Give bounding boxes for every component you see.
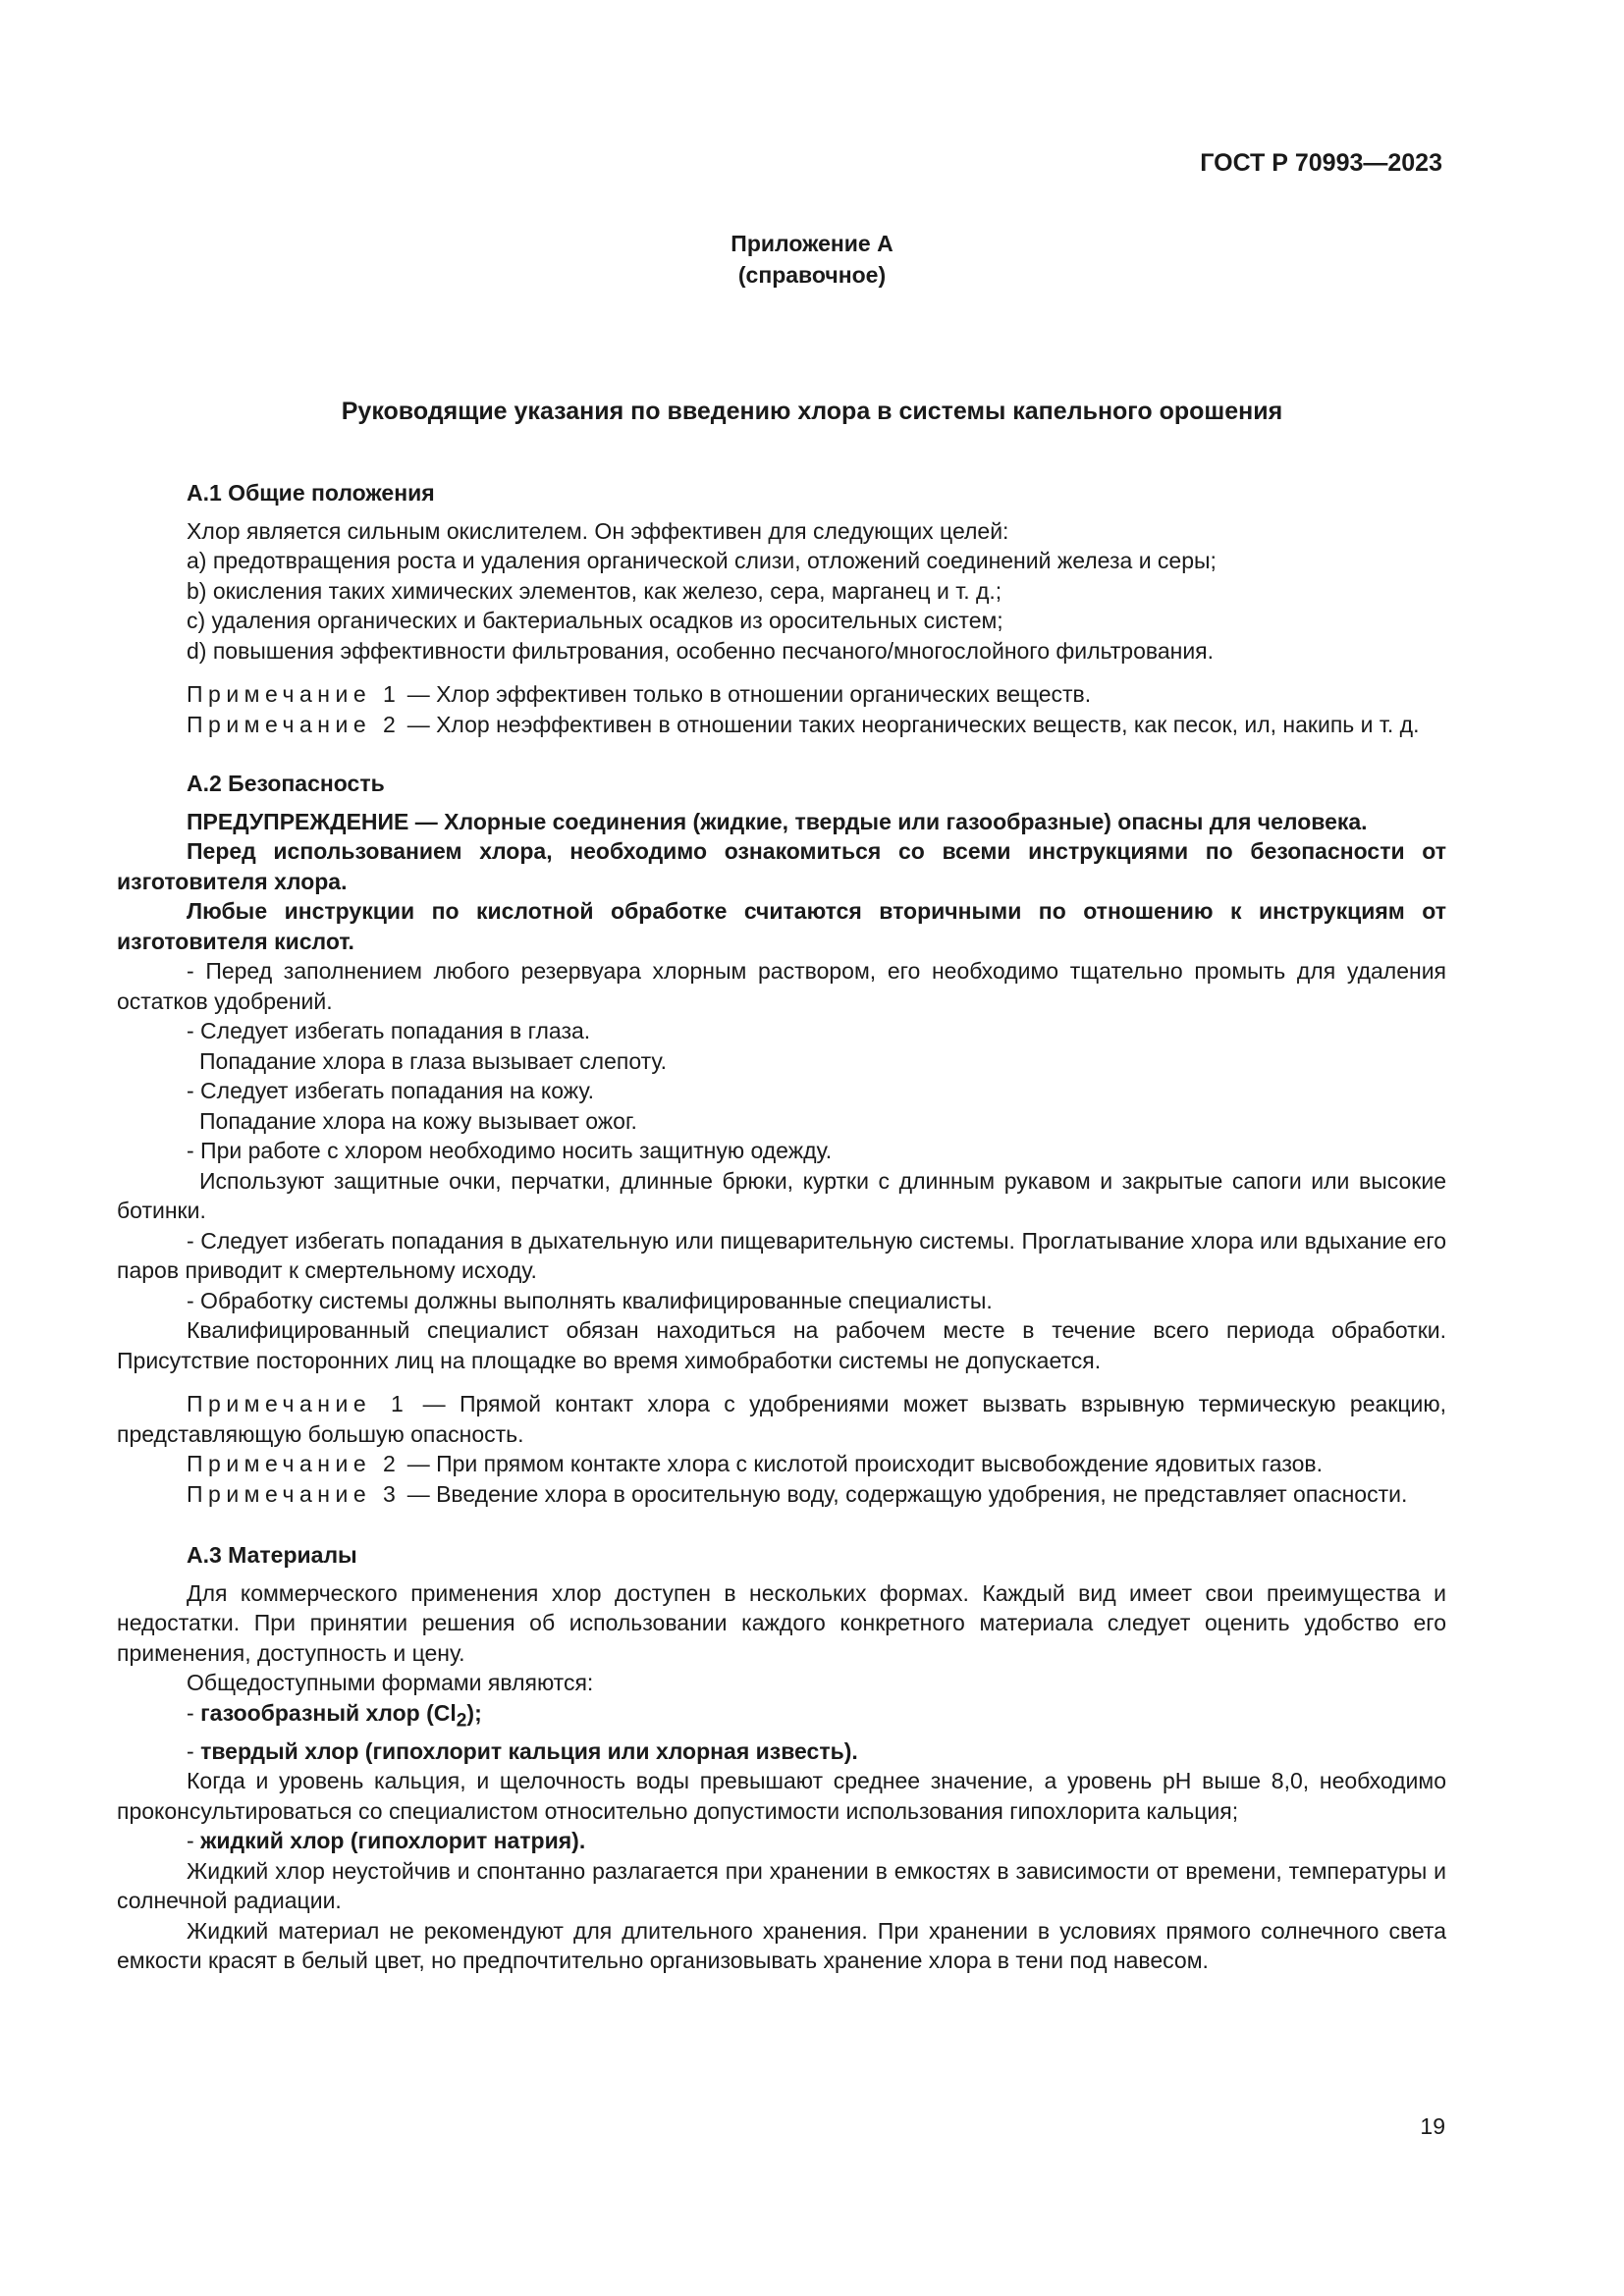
standard-number: ГОСТ Р 70993—2023 xyxy=(1200,149,1442,177)
annex-block xyxy=(0,228,1624,291)
note-label: Примечание 2 xyxy=(187,711,402,737)
a2-note-1 xyxy=(117,1389,1446,1449)
warning-1: ПРЕДУПРЕЖДЕНИЕ — Хлорные соединения (жидкие, твердые или газообразные) опасны для человека. xyxy=(187,808,1368,834)
gas-form-end: ); xyxy=(466,1699,482,1726)
document-title: Руководящие указания по введению хлора в системы капельного орошения xyxy=(341,398,1283,425)
a1-intro: Хлор является сильным окислителем. Он эффективен для следующих целей: xyxy=(187,517,1009,544)
list-dash: - xyxy=(187,1699,201,1726)
warning-2: Перед использованием хлора, необходимо ознакомиться со всеми инструкциями по безопасности от изготовителя хлора. xyxy=(117,838,1446,894)
a3-paragraph-2: Общедоступными формами являются: xyxy=(187,1670,594,1695)
liquid-form-text: жидкий хлор (гипохлорит натрия). xyxy=(200,1828,586,1854)
note-text: — Прямой контакт хлора с удобрениями может вызвать взрывную термическую реакцию, представляющую большую опасность. xyxy=(117,1391,1446,1447)
a1-note-2 xyxy=(117,710,1446,740)
a3-paragraph-4: Жидкий хлор неустойчив и спонтанно разлагается при хранении в емкостях в зависимости от времени, температуры и солнечной радиации. xyxy=(117,1857,1446,1914)
note-label: Примечание 1 xyxy=(187,1391,409,1416)
list-dash: - xyxy=(187,1828,201,1854)
a2-line-4: - Следует избегать попадания на кожу. xyxy=(187,1078,594,1103)
note-label: Примечание 2 xyxy=(187,1451,402,1476)
note-text: — Хлор неэффективен в отношении таких неорганических веществ, как песок, ил, накипь и т. д. xyxy=(401,711,1420,737)
section-a2-heading: А.2 Безопасность xyxy=(187,771,385,796)
section-a3-heading: А.3 Материалы xyxy=(187,1542,357,1568)
gas-form-text xyxy=(200,1699,482,1732)
a2-line-3: Попадание хлора в глаза вызывает слепоту. xyxy=(199,1047,667,1074)
section-a1-heading: А.1 Общие положения xyxy=(187,480,435,506)
note-text: — При прямом контакте хлора с кислотой происходит высвобождение ядовитых газов. xyxy=(401,1451,1324,1476)
a2-line-10: Квалифицированный специалист обязан находиться на рабочем месте в течение всего периода обработки. Присутствие посторонних лиц на площадке во время химобработки системы не допускается. xyxy=(117,1317,1446,1373)
warning-3: Любые инструкции по кислотной обработке считаются вторичными по отношению к инструкциям от изготовителя кислот. xyxy=(117,898,1446,954)
page-number: 19 xyxy=(1420,2113,1445,2139)
a2-line-2: - Следует избегать попадания в глаза. xyxy=(187,1018,591,1043)
document-body xyxy=(117,478,1446,1976)
annex-note: (справочное) xyxy=(737,262,887,288)
solid-form-text: твердый хлор (гипохлорит кальция или хлорная известь). xyxy=(200,1737,858,1764)
note-label: Примечание 1 xyxy=(187,681,402,707)
a1-item-c: c) удаления органических и бактериальных осадков из оросительных систем; xyxy=(187,608,1003,633)
a1-item-d: d) повышения эффективности фильтрования, особенно песчаного/многослойного фильтрования. xyxy=(187,637,1215,664)
a1-item-b: b) окисления таких химических элементов, как железо, сера, марганец и т. д.; xyxy=(187,577,1002,604)
a3-form-solid xyxy=(117,1736,1446,1767)
a2-line-6: - При работе с хлором необходимо носить защитную одежду. xyxy=(187,1138,833,1163)
a3-paragraph-5: Жидкий материал не рекомендуют для длительного хранения. При хранении в условиях прямого солнечного света емкости красят в белый цвет, но предпочтительно организовывать хранение хлора в тени под навесом. xyxy=(117,1917,1446,1974)
a2-line-8: - Следует избегать попадания в дыхательную или пищеварительную системы. Проглатывание хлора или вдыхание его паров приводит к смертельному исходу. xyxy=(117,1227,1446,1283)
a2-line-7: Используют защитные очки, перчатки, длинные брюки, куртки с длинным рукавом и закрытые сапоги или высокие ботинки. xyxy=(117,1167,1446,1223)
a2-line-5: Попадание хлора на кожу вызывает ожог. xyxy=(199,1107,637,1134)
a3-paragraph-3: Когда и уровень кальция, и щелочность воды превышают среднее значение, а уровень pH выше 8,0, необходимо проконсультироваться со специалистом относительно допустимости использования гипохлорита кальция; xyxy=(117,1768,1446,1824)
note-text: — Введение хлора в оросительную воду, содержащую удобрения, не представляет опасности. xyxy=(401,1480,1408,1507)
a3-form-gas xyxy=(117,1698,1446,1736)
gas-form-part: газообразный хлор (Cl xyxy=(200,1699,457,1726)
a1-note-1 xyxy=(117,679,1446,710)
a1-item-a: a) предотвращения роста и удаления органической слизи, отложений соединений железа и серы; xyxy=(187,548,1217,573)
note-text: — Хлор эффективен только в отношении органических веществ. xyxy=(401,681,1092,707)
subscript: 2 xyxy=(456,1710,467,1732)
a3-paragraph-1: Для коммерческого применения хлор доступен в нескольких формах. Каждый вид имеет свои преимущества и недостатки. При принятии решения об использовании каждого конкретного материала следует оценить удобство его применения, доступность и цену. xyxy=(117,1579,1446,1666)
a2-line-1: - Перед заполнением любого резервуара хлорным раствором, его необходимо тщательно промыть для удаления остатков удобрений. xyxy=(117,958,1446,1014)
a2-note-3 xyxy=(117,1479,1446,1510)
a2-note-2 xyxy=(117,1449,1446,1479)
note-label: Примечание 3 xyxy=(187,1480,402,1507)
a3-form-liquid xyxy=(117,1826,1446,1856)
list-dash: - xyxy=(187,1737,201,1764)
annex-title: Приложение А xyxy=(731,231,893,256)
a2-line-9: - Обработку системы должны выполнять квалифицированные специалисты. xyxy=(187,1287,993,1313)
